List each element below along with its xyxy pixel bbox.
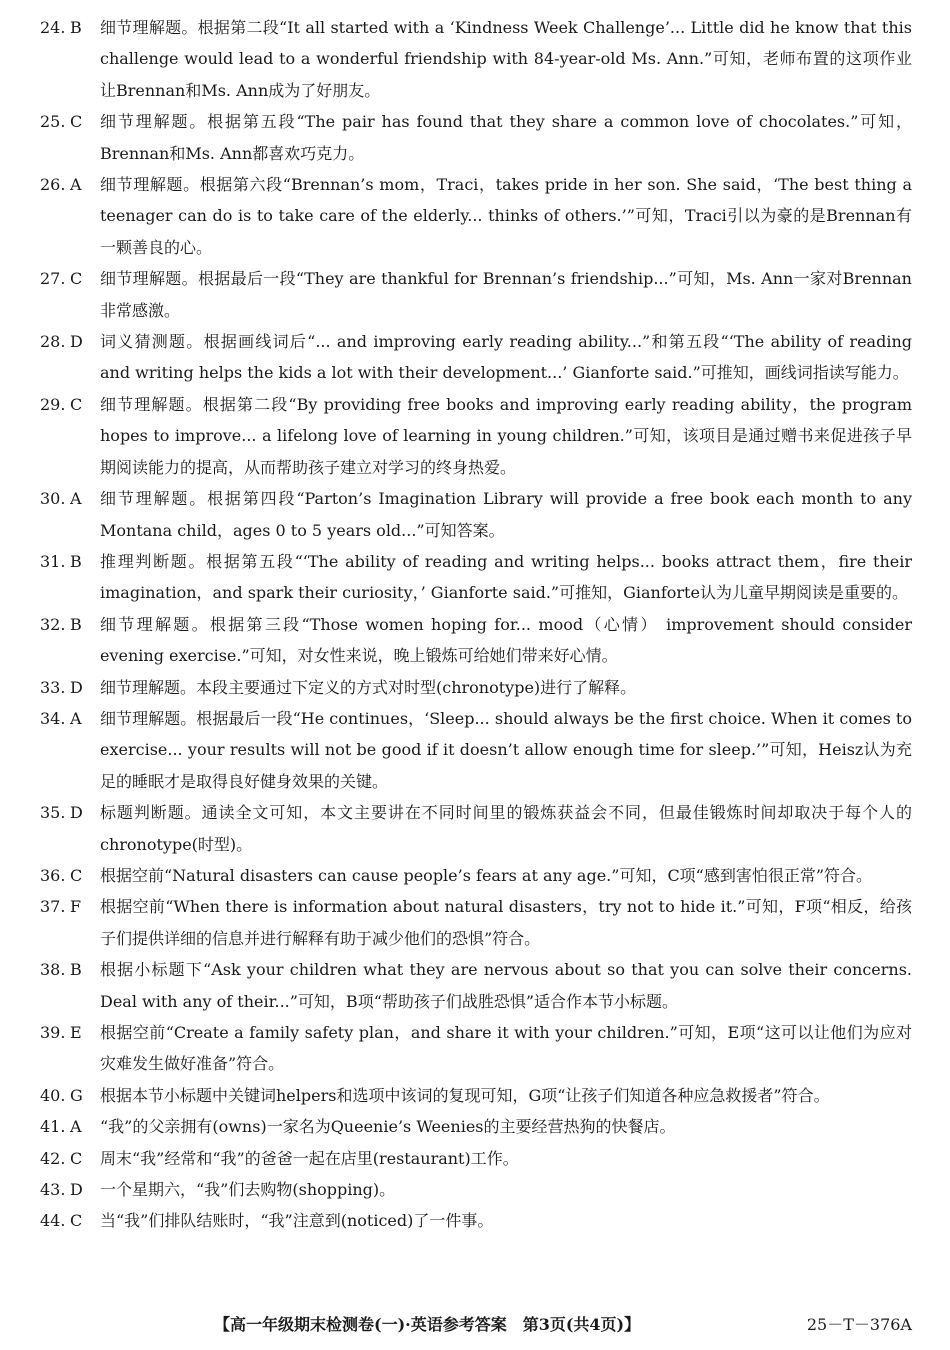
answer-item [40,389,912,483]
answer-letter: G [70,1085,83,1105]
answer-item [40,1017,912,1080]
question-number: 28. [40,332,66,352]
answer-letter: A [70,1117,82,1137]
question-number: 43. [40,1180,66,1200]
answer-explanation: 标题判断题。通读全文可知，本文主要讲在不同时间里的锻炼获益会不同，但最佳锻炼时间却取决于每个人的chronotype(时型)。 [100,803,912,854]
page-footer [0,1312,950,1338]
answer-letter: B [70,614,82,634]
answer-letter: C [70,112,83,132]
answer-item [40,609,912,672]
question-number: 42. [40,1148,66,1168]
answer-letter: F [70,897,82,917]
answer-item [40,169,912,263]
answer-letter: C [70,1211,83,1231]
answer-letter: D [70,1180,83,1200]
answer-letter: A [70,708,82,728]
footer-code: 25－T－376A [806,1315,912,1334]
question-number: 37. [40,897,66,917]
answer-explanation: 细节理解题。根据第五段“The pair has found that they share a common love of chocolates.”可知，Brennan和Ms. Ann都喜欢巧克力。 [100,112,912,163]
question-number: 35. [40,803,66,823]
question-number: 29. [40,394,66,414]
question-number: 39. [40,1023,66,1042]
answer-item [40,12,912,106]
question-number: 25. [40,112,66,132]
answer-item [40,1111,912,1142]
question-number: 30. [40,489,66,509]
answer-explanation: 根据本节小标题中关键词helpers和选项中该词的复现可知，G项“让孩子们知道各种应急救援者”符合。 [100,1085,830,1105]
answer-item [40,1080,912,1111]
answer-letter: D [70,803,83,823]
answer-explanation: 细节理解题。根据最后一段“They are thankful for Brennan’s friendship...”可知，Ms. Ann一家对Brennan非常感激。 [100,269,912,320]
answer-letter: C [70,865,83,885]
question-number: 31. [40,551,66,571]
answer-explanation: 根据空前“Natural disasters can cause people’s fears at any age.”可知，C项“感到害怕很正常”符合。 [100,865,873,885]
answer-letter: B [70,551,82,571]
answer-explanation: 细节理解题。本段主要通过下定义的方式对时型(chronotype)进行了解释。 [100,677,637,697]
answer-letter: B [70,960,82,980]
answer-item [40,703,912,797]
answer-item [40,546,912,609]
question-number: 26. [40,175,66,195]
answer-explanation: 推理判断题。根据第五段“‘The ability of reading and writing helps... books attract them，fire their imagination，and spark their curiosity，’ Gianforte said.”可推知，Gianforte认为儿童早期阅读是重要的。 [100,551,912,603]
answer-letter: E [70,1023,82,1042]
answer-list [40,12,912,1237]
answer-item [40,954,912,1017]
answer-explanation: 词义猜测题。根据画线词后“... and improving early reading ability...”和第五段“‘The ability of reading and writing helps the kids a lot with their development...’ Gianforte said.”可推知，画线词指读写能力。 [100,332,912,383]
footer-title: 【高一年级期末检测卷(一)·英语参考答案 第3页(共4页)】 [214,1315,641,1334]
question-number: 38. [40,960,66,980]
answer-item [40,483,912,546]
answer-item [40,1205,912,1236]
answer-item [40,263,912,326]
question-number: 33. [40,677,66,697]
answer-explanation: 细节理解题。根据第二段“By providing free books and improving early reading ability，the program hopes to improve... a lifelong love of learning in young children.”可知，该项目是通过赠书来促进孩子早期阅读能力的提高，从而帮助孩子建立对学习的终身热爱。 [100,394,912,477]
answer-item [40,672,912,703]
answer-explanation: 细节理解题。根据第三段“Those women hoping for... mood（心情） improvement should consider evening exercise.”可知，对女性来说，晚上锻炼可给她们带来好心情。 [100,614,912,666]
question-number: 40. [40,1085,66,1105]
answer-explanation: 根据小标题下“Ask your children what they are nervous about so that you can solve their concerns. Deal with any of their...”可知，B项“帮助孩子们战胜恐惧”适合作本节小标题。 [100,960,912,1011]
question-number: 27. [40,269,66,289]
answer-item [40,1174,912,1205]
question-number: 36. [40,865,66,885]
answer-item [40,860,912,891]
answer-item [40,1143,912,1174]
answer-letter: D [70,677,83,697]
answer-letter: C [70,1148,83,1168]
answer-letter: A [70,489,82,509]
answer-item [40,106,912,169]
answer-explanation: 细节理解题。根据第六段“Brennan’s mom，Traci，takes pride in her son. She said，‘The best thing a teenager can do is to take care of the elderly... thinks of others.’”可知，Traci引以为豪的是Brennan有一颗善良的心。 [100,175,912,257]
question-number: 44. [40,1211,66,1231]
answer-letter: D [70,332,83,352]
answer-explanation: 周末“我”经常和“我”的爸爸一起在店里(restaurant)工作。 [100,1148,519,1168]
answer-explanation: 细节理解题。根据第二段“It all started with a ‘Kindness Week Challenge’... Little did he know that this challenge would lead to a wonderful friendship with 84-year-old Ms. Ann.”可知，老师布置的这项作业让Brennan和Ms. Ann成为了好朋友。 [100,18,912,100]
question-number: 41. [40,1117,66,1137]
answer-explanation: 根据空前“When there is information about natural disasters，try not to hide it.”可知，F项“相反，给孩子们提供详细的信息并进行解释有助于减少他们的恐惧”符合。 [100,897,912,948]
answer-letter: C [70,269,83,289]
answer-letter: B [70,18,82,37]
answer-explanation: 一个星期六，“我”们去购物(shopping)。 [100,1180,396,1200]
answer-letter: C [70,394,83,414]
question-number: 24. [40,18,66,37]
answer-explanation: 当“我”们排队结账时，“我”注意到(noticed)了一件事。 [100,1211,494,1231]
answer-letter: A [70,175,82,195]
answer-item [40,891,912,954]
answer-item [40,326,912,389]
answer-explanation: 细节理解题。根据最后一段“He continues，‘Sleep... should always be the first choice. When it comes to exercise... your results will not be good if it doesn’t allow enough time for sleep.’”可知，Heisz认为充足的睡眠才是取得良好健身效果的关键。 [100,708,912,791]
question-number: 32. [40,614,66,634]
answer-explanation: 细节理解题。根据第四段“Parton’s Imagination Library will provide a free book each month to any Montana child，ages 0 to 5 years old...”可知答案。 [100,489,912,540]
answer-explanation: 根据空前“Create a family safety plan，and share it with your children.”可知，E项“这可以让他们为应对灾难发生做好准备”符合。 [100,1023,912,1074]
answer-explanation: “我”的父亲拥有(owns)一家名为Queenie’s Weenies的主要经营热狗的快餐店。 [100,1117,676,1137]
question-number: 34. [40,708,66,728]
answer-item [40,797,912,860]
